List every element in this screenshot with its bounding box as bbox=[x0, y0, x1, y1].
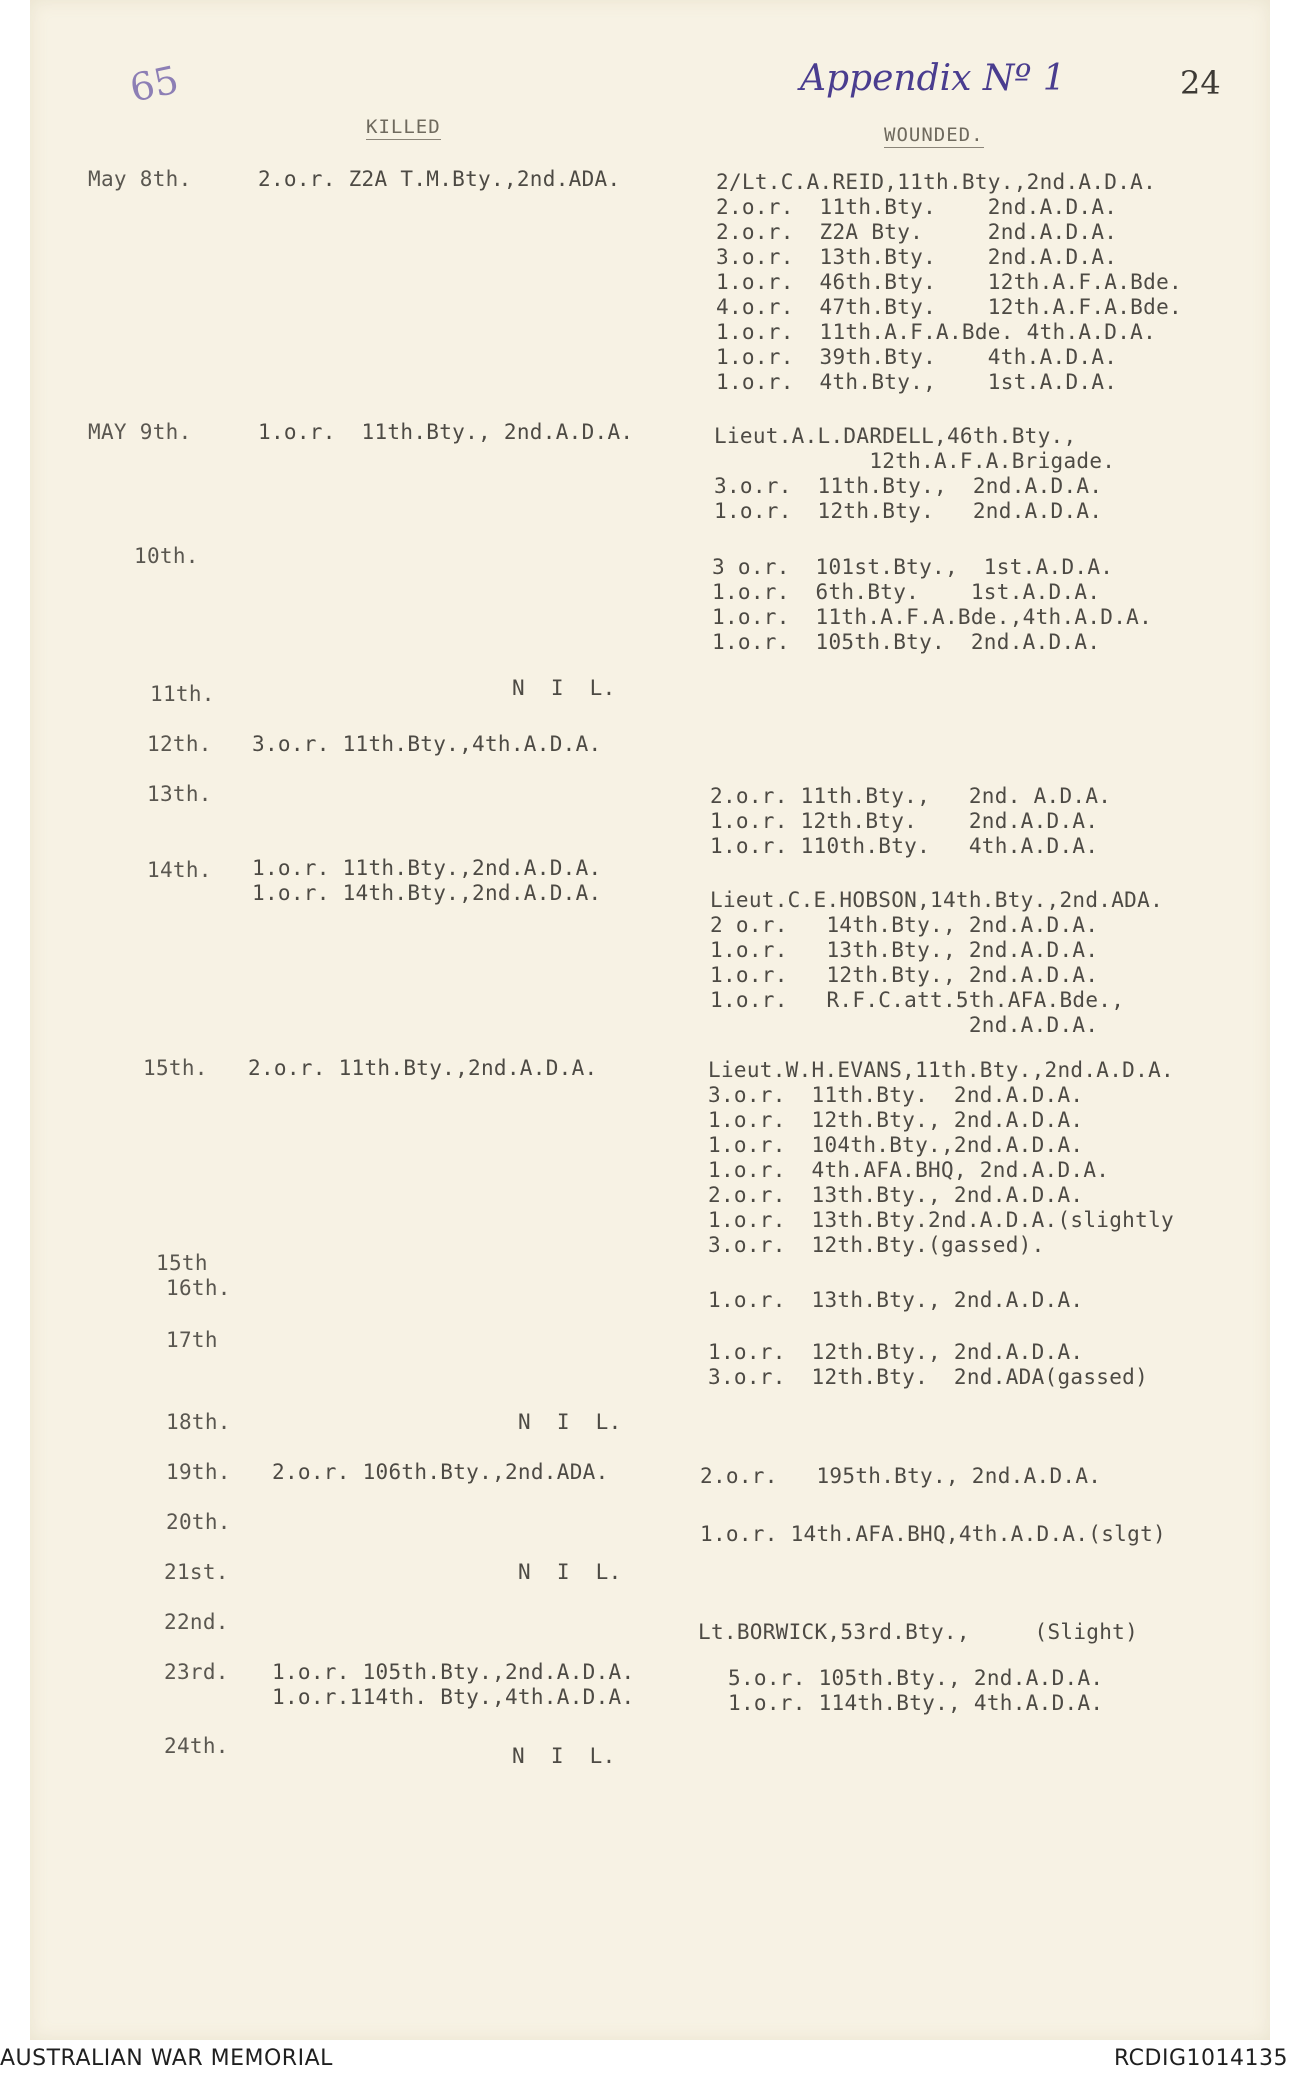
wounded-line: 1.o.r. 14th.AFA.BHQ,4th.A.D.A.(slgt) bbox=[700, 1522, 1166, 1546]
wounded-line: 3.o.r. 11th.Bty., 2nd.A.D.A. bbox=[714, 474, 1103, 498]
wounded-line: 2.o.r. 195th.Bty., 2nd.A.D.A. bbox=[700, 1464, 1102, 1488]
entry-date: 12th. bbox=[147, 732, 212, 756]
killed-line: N I L. bbox=[518, 1560, 622, 1584]
wounded-line: 2.o.r. 11th.Bty. 2nd.A.D.A. bbox=[716, 195, 1118, 219]
wounded-line: 2.o.r. 11th.Bty., 2nd. A.D.A. bbox=[710, 784, 1112, 808]
killed-line: 1.o.r. 14th.Bty.,2nd.A.D.A. bbox=[252, 881, 602, 905]
killed-line: 2.o.r. 106th.Bty.,2nd.ADA. bbox=[272, 1460, 609, 1484]
wounded-line: 1.o.r. 4th.Bty., 1st.A.D.A. bbox=[716, 370, 1118, 394]
wounded-line: 1.o.r. 104th.Bty.,2nd.A.D.A. bbox=[708, 1133, 1084, 1157]
killed-line: 3.o.r. 11th.Bty.,4th.A.D.A. bbox=[252, 732, 602, 756]
wounded-line: 2/Lt.C.A.REID,11th.Bty.,2nd.A.D.A. bbox=[716, 170, 1157, 194]
wounded-line: 1.o.r. 13th.Bty., 2nd.A.D.A. bbox=[708, 1288, 1084, 1312]
killed-line: 1.o.r. 11th.Bty., 2nd.A.D.A. bbox=[258, 420, 634, 444]
wounded-line: 1.o.r. 12th.Bty., 2nd.A.D.A. bbox=[708, 1108, 1084, 1132]
wounded-line: 1.o.r. 12th.Bty. 2nd.A.D.A. bbox=[714, 499, 1103, 523]
wounded-column-heading: WOUNDED. bbox=[884, 124, 984, 146]
killed-line: 1.o.r. 105th.Bty.,2nd.A.D.A. bbox=[272, 1660, 635, 1684]
wounded-line: 12th.A.F.A.Brigade. bbox=[714, 449, 1116, 473]
page-number: 24 bbox=[1180, 64, 1221, 102]
entry-date: 15th. bbox=[143, 1056, 208, 1080]
wounded-line: 1.o.r. 114th.Bty., 4th.A.D.A. bbox=[728, 1691, 1104, 1715]
wounded-line: 1.o.r. 12th.Bty. 2nd.A.D.A. bbox=[710, 809, 1099, 833]
wounded-line: 1.o.r. 105th.Bty. 2nd.A.D.A. bbox=[712, 630, 1101, 654]
entry-date: 11th. bbox=[150, 682, 215, 706]
entry-date: 22nd. bbox=[164, 1610, 229, 1634]
footer-catalogue-id: RCDIG1014135 bbox=[1113, 2046, 1288, 2071]
entry-date: May 8th. bbox=[88, 167, 192, 191]
entry-date: 10th. bbox=[134, 544, 199, 568]
wounded-line: 1.o.r. 13th.Bty., 2nd.A.D.A. bbox=[710, 938, 1099, 962]
entry-date: 24th. bbox=[164, 1734, 229, 1758]
killed-line: 1.o.r.114th. Bty.,4th.A.D.A. bbox=[272, 1685, 635, 1709]
wounded-line: 2.o.r. Z2A Bty. 2nd.A.D.A. bbox=[716, 220, 1118, 244]
wounded-line: 1.o.r. 46th.Bty. 12th.A.F.A.Bde. bbox=[716, 270, 1182, 294]
killed-line: N I L. bbox=[512, 1744, 616, 1768]
killed-line: N I L. bbox=[512, 676, 616, 700]
entry-date: 14th. bbox=[147, 858, 212, 882]
entry-date: 20th. bbox=[166, 1510, 231, 1534]
entry-date: 16th. bbox=[166, 1276, 231, 1300]
wounded-line: Lt.BORWICK,53rd.Bty., (Slight) bbox=[698, 1620, 1139, 1644]
wounded-line: 1.o.r. 39th.Bty. 4th.A.D.A. bbox=[716, 345, 1118, 369]
wounded-line: 3.o.r. 13th.Bty. 2nd.A.D.A. bbox=[716, 245, 1118, 269]
entry-date: 23rd. bbox=[164, 1660, 229, 1684]
entry-date: 15th bbox=[156, 1251, 208, 1275]
killed-line: 2.o.r. 11th.Bty.,2nd.A.D.A. bbox=[248, 1056, 598, 1080]
killed-line: 2.o.r. Z2A T.M.Bty.,2nd.ADA. bbox=[258, 167, 621, 191]
wounded-line: 5.o.r. 105th.Bty., 2nd.A.D.A. bbox=[728, 1666, 1104, 1690]
entry-date: 13th. bbox=[147, 782, 212, 806]
wounded-line: 2.o.r. 13th.Bty., 2nd.A.D.A. bbox=[708, 1183, 1084, 1207]
wounded-line: 1.o.r. 12th.Bty., 2nd.A.D.A. bbox=[708, 1340, 1084, 1364]
entry-date: 17th bbox=[166, 1328, 218, 1352]
killed-column-heading: KILLED bbox=[366, 116, 441, 138]
killed-line: 1.o.r. 11th.Bty.,2nd.A.D.A. bbox=[252, 856, 602, 880]
wounded-line: 1.o.r. 4th.AFA.BHQ, 2nd.A.D.A. bbox=[708, 1158, 1110, 1182]
wounded-line: Lieut.A.L.DARDELL,46th.Bty., bbox=[714, 424, 1077, 448]
entry-date: MAY 9th. bbox=[88, 420, 192, 444]
wounded-line: 1.o.r. 110th.Bty. 4th.A.D.A. bbox=[710, 834, 1099, 858]
folio-number: 65 bbox=[125, 57, 183, 111]
wounded-line: 3.o.r. 12th.Bty. 2nd.ADA(gassed) bbox=[708, 1365, 1149, 1389]
killed-line: N I L. bbox=[518, 1410, 622, 1434]
appendix-label: Appendix Nº 1 bbox=[800, 58, 1066, 99]
wounded-line: 1.o.r. 13th.Bty.2nd.A.D.A.(slightly bbox=[708, 1208, 1174, 1232]
wounded-line: 4.o.r. 47th.Bty. 12th.A.F.A.Bde. bbox=[716, 295, 1182, 319]
wounded-line: Lieut.W.H.EVANS,11th.Bty.,2nd.A.D.A. bbox=[708, 1058, 1174, 1082]
wounded-line: 1.o.r. 11th.A.F.A.Bde. 4th.A.D.A. bbox=[716, 320, 1157, 344]
wounded-line: 3 o.r. 101st.Bty., 1st.A.D.A. bbox=[712, 555, 1114, 579]
wounded-line: 1.o.r. 6th.Bty. 1st.A.D.A. bbox=[712, 580, 1101, 604]
entry-date: 21st. bbox=[164, 1560, 229, 1584]
wounded-line: Lieut.C.E.HOBSON,14th.Bty.,2nd.ADA. bbox=[710, 888, 1164, 912]
wounded-line: 1.o.r. R.F.C.att.5th.AFA.Bde., bbox=[710, 988, 1125, 1012]
wounded-line: 2 o.r. 14th.Bty., 2nd.A.D.A. bbox=[710, 913, 1099, 937]
wounded-line: 1.o.r. 11th.A.F.A.Bde.,4th.A.D.A. bbox=[712, 605, 1153, 629]
wounded-line: 2nd.A.D.A. bbox=[710, 1013, 1099, 1037]
entry-date: 19th. bbox=[166, 1460, 231, 1484]
wounded-line: 3.o.r. 11th.Bty. 2nd.A.D.A. bbox=[708, 1083, 1084, 1107]
entry-date: 18th. bbox=[166, 1410, 231, 1434]
wounded-line: 1.o.r. 12th.Bty., 2nd.A.D.A. bbox=[710, 963, 1099, 987]
wounded-line: 3.o.r. 12th.Bty.(gassed). bbox=[708, 1233, 1045, 1257]
footer-institution: AUSTRALIAN WAR MEMORIAL bbox=[0, 2046, 333, 2071]
